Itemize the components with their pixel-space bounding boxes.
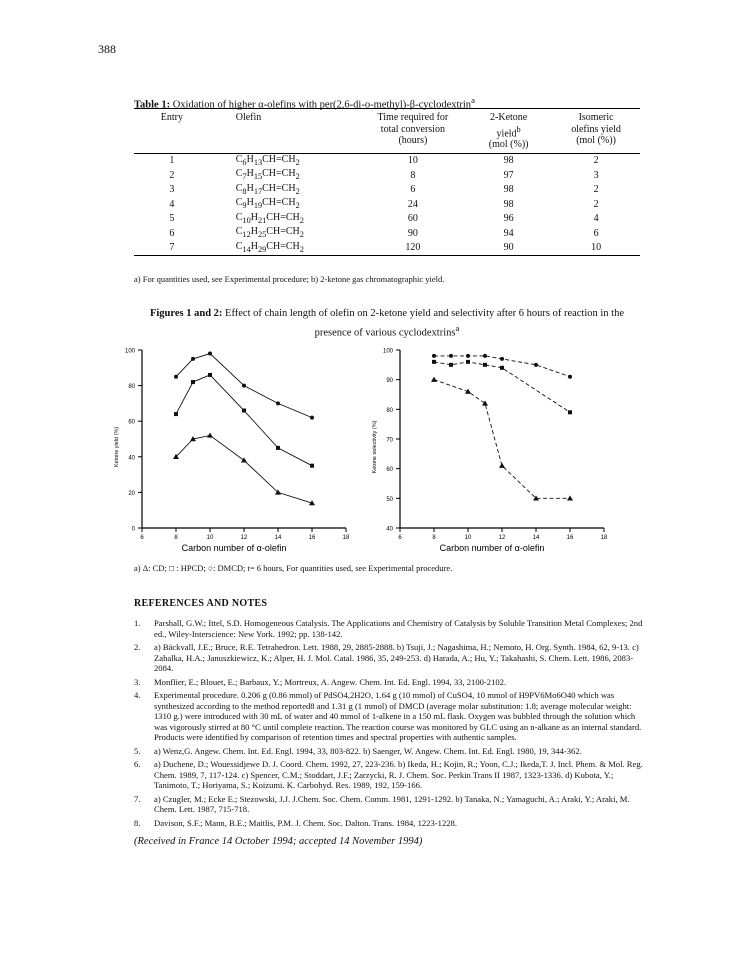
table-cell: 94 [503, 227, 514, 239]
table-cell: 90 [407, 227, 418, 239]
data-point-circle [191, 357, 195, 361]
x-tick-label: 16 [308, 535, 316, 541]
reference-number: 4. [134, 690, 141, 700]
data-point-square [242, 409, 246, 413]
data-point-circle [276, 401, 280, 405]
reference-number: 6. [134, 759, 141, 769]
x-tick-label: 16 [566, 535, 574, 541]
y-tick-label: 50 [386, 496, 393, 503]
y-tick-label: 20 [128, 490, 135, 497]
page-number: 388 [98, 42, 116, 56]
table-caption-sup: a [471, 95, 475, 105]
data-point-circle [466, 354, 470, 358]
data-point-square [432, 360, 436, 364]
table-row [134, 183, 640, 198]
reference-text: a) Bäckvall, J.E.; Bruce, R.E. Tetrahedron. Lett. 1988, 29, 2885-2888. b) Tsuji, J.; Nagashima, H.; Nemoto, H. Org. Synth. 1984, 62, 9-13. c) Zahalka, H.A.; Januszkiewicz, K.; Alper, H. J. Mol. Catal. 1986, 35, 249-253. d) Harada, A.; Hu, Y.; Takahashi, S. Chem. Lett. 1986, 2083-2084. [154, 642, 639, 673]
series-line [434, 380, 570, 499]
table-header-row [134, 109, 640, 154]
reference-item [134, 642, 644, 674]
table-cell: 97 [503, 169, 514, 181]
x-tick-label: 12 [498, 535, 506, 541]
data-point-triangle [207, 432, 213, 437]
y-tick-label: 60 [128, 419, 135, 426]
table-row [134, 226, 640, 241]
figure-caption-sup: a [455, 323, 460, 333]
received-line: (Received in France 14 October 1994; accepted 14 November 1994) [134, 836, 423, 847]
data-point-square [276, 446, 280, 450]
table-cell: $C_8H_{17}CH=CH_2$ [235, 182, 300, 196]
table-caption-text: Oxidation of higher α-olefins with per(2,6-di-o-methyl)-β-cyclodextrin [172, 99, 472, 111]
data-point-circle [483, 354, 487, 358]
reference-item [134, 677, 644, 688]
x-tick-label: 8 [432, 535, 436, 541]
table-row [134, 197, 640, 212]
x-axis-label: Carbon number of α-olefin [439, 543, 545, 553]
table-row [134, 153, 640, 168]
header-isomeric: Isomeric olefins yield (mol (%)) [552, 109, 640, 154]
figure-caption-text: Effect of chain length of olefin on 2-ketone yield and selectivity after 6 hours of reaction in the presence of various cyclodextrins [225, 308, 625, 339]
x-tick-label: 18 [600, 535, 608, 541]
y-tick-label: 80 [128, 384, 135, 391]
table-cell: $C_{12}H_{25}CH=CH_2$ [235, 226, 304, 240]
reference-number: 7. [134, 793, 141, 804]
x-tick-label: 8 [174, 535, 178, 541]
data-point-circle [449, 354, 453, 358]
reference-number: 8. [134, 817, 141, 828]
table-cell: 60 [407, 213, 418, 225]
references-heading: REFERENCES AND NOTES [134, 598, 268, 609]
figure-caption [134, 307, 640, 341]
header-ketone: 2-Ketone yield$^b$ (mol (%)) [465, 109, 552, 154]
data-point-circle [242, 384, 246, 388]
table-cell: 5 [169, 213, 175, 225]
table-cell: 120 [361, 241, 466, 256]
data-point-triangle [499, 463, 505, 468]
table-cell: 10 [407, 155, 418, 167]
reference-number: 3. [134, 676, 141, 687]
data-point-square [191, 380, 195, 384]
oxidation-table [134, 108, 640, 256]
table-cell: $C_9H_{19}CH=CH_2$ [235, 197, 300, 211]
data-point-square [208, 373, 212, 377]
header-time: Time required for total conversion (hours) [361, 109, 466, 154]
data-point-circle [568, 375, 572, 379]
header-olefin: Olefin [210, 109, 361, 154]
table-cell: 2 [593, 155, 599, 167]
table-cell: 6 [169, 227, 175, 239]
table-row [134, 168, 640, 183]
table-cell: 7 [134, 241, 210, 256]
x-tick-label: 10 [206, 535, 214, 541]
references-list [134, 618, 644, 831]
data-point-square [568, 410, 572, 414]
table-cell: 2 [593, 184, 599, 196]
y-tick-label: 40 [386, 526, 393, 533]
table-cell: 98 [503, 155, 514, 167]
data-point-triangle [241, 457, 247, 462]
data-point-square [310, 464, 314, 468]
y-tick-label: 100 [382, 348, 393, 355]
x-tick-label: 12 [240, 535, 248, 541]
reference-item [134, 690, 644, 743]
data-point-circle [500, 357, 504, 361]
table-cell: 2 [593, 198, 599, 210]
reference-text: Experimental procedure. 0.206 g (0.86 mmol) of PdSO4,2H2O, 1.64 g (10 mmol) of CuSO4, 10 mmol of H9PV6Mo6O40 which was synthesized according to the method reported8 and 1.31 g (1 mmol) of DMCD (average molar substitution: 1.8; average molecular weight: 1310 g.) were introduced with 30 mL of water and 40 mmol of 1-alkene in a 150 mL flask. Oxygen was bubbled through the solution which was vigorously stirred at 80 °C until complete reaction. The reaction course was monitored by GLC using an n-alkane as an internal standard. Products were identified by comparison of retention times and spectral properties with authentic samples. [154, 690, 642, 742]
table-caption-label: Table 1: [134, 99, 171, 111]
data-point-square [174, 412, 178, 416]
series-line [176, 375, 312, 466]
reference-number: 2. [134, 642, 141, 652]
y-tick-label: 100 [124, 348, 135, 355]
table-cell: $C_6H_{13}CH=CH_2$ [235, 153, 300, 167]
data-point-square [500, 366, 504, 370]
x-axis-label: Carbon number of α-olefin [181, 543, 287, 553]
y-tick-label: 70 [386, 437, 393, 444]
data-point-triangle [567, 495, 573, 500]
table-cell: $C_{14}H_{29}CH=CH_2$ [210, 241, 361, 256]
table-cell: 6 [410, 184, 416, 196]
reference-number: 5. [134, 745, 141, 756]
x-tick-label: 14 [532, 535, 540, 541]
series-line [176, 435, 312, 503]
table-cell: 3 [169, 184, 175, 196]
y-axis-label: Ketone selectivity (%) [372, 420, 378, 474]
figure-caption-label: Figures 1 and 2: [149, 308, 223, 319]
y-tick-label: 60 [386, 467, 393, 474]
data-point-circle [432, 354, 436, 358]
x-tick-label: 6 [398, 535, 402, 541]
reference-text: a) Duchene, D.; Wouessidjewe D. J. Coord. Chem. 1992, 27, 223-236. b) Ikeda, H.; Kojin, R.; Yoon, C.J.; Ikeda,T. J. Incl. Phem. & Mol. Reg. Chem. 1989, 7, 117-124. c) Spencer, C.M.; Stoddart, J.F.; Zarzycki, R. J. Chem. Soc. Perkin Trans II 1987, 1323-1336. d) Kubota, Y.; Tanimoto, T.; Horiyama, S.; Koizumi. K. Carbohyd. Res. 1989, 192, 159-166. [154, 759, 643, 790]
table-cell: $C_7H_{15}CH=CH_2$ [235, 168, 300, 182]
x-tick-label: 10 [464, 535, 472, 541]
table-cell: $C_{10}H_{21}CH=CH_2$ [235, 211, 304, 225]
reference-item [134, 618, 644, 639]
reference-text: Monflier, E.; Blouet, E.; Barbaux, Y.; Mortreux, A. Angew. Chem. Int. Ed. Engl. 1994, 33, 2100-2102. [154, 676, 507, 687]
reference-text: a) Wenz,G. Angew. Chem. Int. Ed. Engl. 1994, 33, 803-822. b) Saenger, W. Angew. Chem. Int. Ed. Engl. 1980, 19, 344-362. [154, 745, 582, 756]
table-cell: 4 [593, 213, 599, 225]
table-cell: 4 [169, 198, 175, 210]
reference-item [134, 794, 644, 815]
data-point-square [483, 363, 487, 367]
table-cell: 98 [503, 184, 514, 196]
data-point-triangle [482, 400, 488, 405]
figure-charts [114, 338, 630, 558]
table-cell: 3 [593, 169, 599, 181]
table-cell: 1 [169, 155, 175, 167]
data-point-square [466, 360, 470, 364]
x-tick-label: 6 [140, 535, 144, 541]
data-point-circle [174, 375, 178, 379]
table-footnote: a) For quantities used, see Experimental procedure; b) 2-ketone gas chromatographic yield. [134, 274, 445, 284]
reference-item [134, 746, 644, 757]
reference-text: Parshall, G.W.; Ittel, S.D. Homogeneous Catalysis. The Applications and Chemistry of Catalysis by Soluble Transition Metal Complexes; 2nd ed., Wiley-Interscience: New York. 1992; pp. 138-142. [154, 618, 643, 639]
data-point-circle [534, 363, 538, 367]
x-tick-label: 14 [274, 535, 282, 541]
table-cell: 24 [407, 198, 418, 210]
data-point-circle [208, 352, 212, 356]
data-point-triangle [431, 377, 437, 382]
table-cell: 2 [169, 169, 175, 181]
x-tick-label: 18 [342, 535, 350, 541]
data-point-square [449, 363, 453, 367]
reference-item [134, 759, 644, 791]
table-row [134, 212, 640, 227]
data-point-circle [310, 416, 314, 420]
table-cell: 8 [410, 169, 416, 181]
reference-text: Davison, S.F.; Mann, B.E.; Maitlis, P.M. J. Chem. Soc. Dalton. Trans. 1984, 1223-1228. [154, 817, 457, 828]
table-cell: 10 [552, 241, 640, 256]
table-cell: 98 [503, 198, 514, 210]
header-entry: Entry [134, 109, 210, 154]
table-cell: 96 [503, 213, 514, 225]
y-tick-label: 80 [386, 407, 393, 414]
table-cell: 6 [593, 227, 599, 239]
y-tick-label: 0 [131, 526, 135, 533]
y-axis-label: Ketone yield (%) [114, 426, 120, 468]
reference-text: a) Czugler, M.; Ecke E.; Stezowski, J.J. J.Chem. Soc. Chem. Comm. 1981, 1291-1292. b) Tanaka, N.; Yamaguchi, A.; Araki, Y.; Araki, M. Chem. Lett. 1987, 715-718. [154, 793, 630, 814]
y-tick-label: 40 [128, 455, 135, 462]
figure-legend-note: a) Δ: CD; □ : HPCD; ○: DMCD; t= 6 hours, For quantities used, see Experimental procedure. [134, 563, 453, 573]
reference-number: 1. [134, 618, 141, 628]
y-tick-label: 90 [386, 378, 393, 385]
table-cell: 90 [465, 241, 552, 256]
reference-item [134, 818, 644, 829]
table-row [134, 241, 640, 256]
